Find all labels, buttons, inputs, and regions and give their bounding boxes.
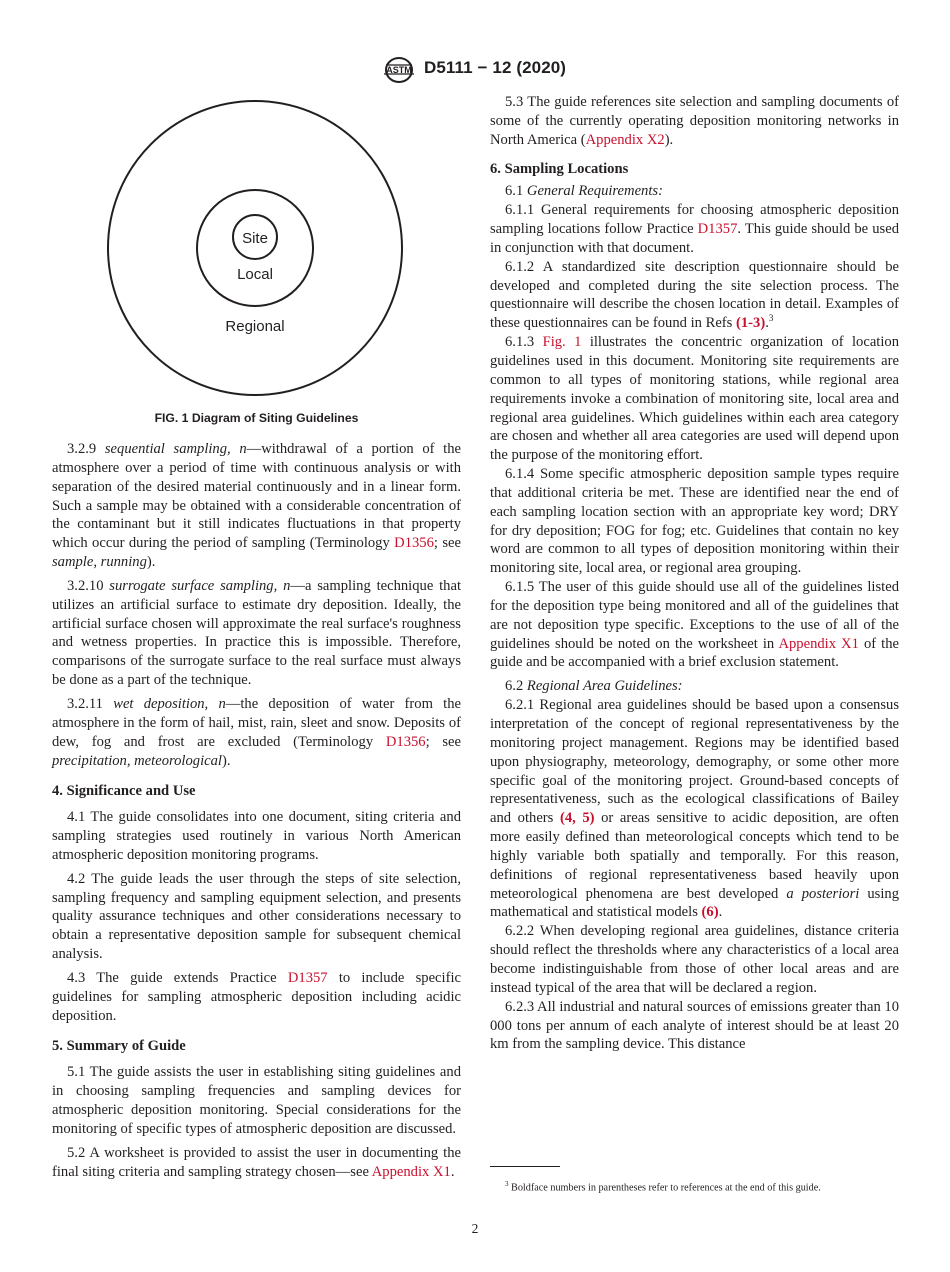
link-appendix-x1[interactable]: Appendix X1	[371, 1163, 451, 1180]
site-label: Site	[242, 230, 268, 247]
astm-logo-icon	[381, 56, 417, 84]
paragraph-6-1: 6.1 General Requirements:	[505, 183, 663, 200]
regional-label: Regional	[225, 318, 285, 335]
heading-6: 6. Sampling Locations	[490, 160, 629, 177]
link-d1356[interactable]: D1356	[394, 535, 434, 552]
heading-4: 4. Significance and Use	[52, 783, 196, 800]
paragraph-6-2-1: 6.2.1 Regional area guidelines should be based upon a consensus interpretation of the concept of regional representativeness by the monitoring project management. Regions may be identified based upon physiography, meteorology, demography, or some other more specific goal of the monitoring project. Ground-based concepts of representativeness, such as the ecological classifications of Bailey and others (4, 5) or areas sensitive to acidic deposition, are often more easily defined than meteorological concepts which tend to be highly variable both spatially and temporally. For this reason, definitions of regional representativeness based heavily upon meteorological phenomena are best developed a posteriori using mathematical and statistical models (6).	[490, 697, 899, 921]
ref-link[interactable]: 5	[582, 810, 590, 827]
paragraph-6-1-4: 6.1.4 Some specific atmospheric deposition sample types require that additional criteria be met. These are identified near the end of each sampling location section with an appropriate key word; DRY for dry deposition; FOG for fog; etc. Guidelines that contain no key word are common to all types of deposition monitoring within their monitoring site, local area, or regional area grouping.	[490, 466, 899, 577]
link-appendix-x1[interactable]: Appendix X1	[778, 635, 859, 652]
paragraph-3-2-9: 3.2.9 sequential sampling, n—withdrawal of a portion of the atmosphere over a period of time with continuous analysis or with separation of the desired material continuously and in a linear form. Such a sample may be obtained with a considerable concentration of the contaminant but it still indicates fluctuations in that property which occur during the period of sampling (Terminology D1356; see sample, running).	[52, 441, 461, 571]
page-header	[0, 56, 950, 86]
paragraph-4-1: 4.1 The guide consolidates into one document, siting criteria and sampling strategies used routinely in various North American atmospheric deposition monitoring programs.	[52, 809, 461, 863]
paragraph-3-2-11: 3.2.11 wet deposition, n—the deposition of water from the atmosphere in the form of hail, mist, rain, sleet and snow. Deposits of dew, fog and frost are excluded (Terminology D1356; see precipitation, meteorological).	[52, 695, 462, 769]
paragraph-6-2-2: 6.2.2 When developing regional area guidelines, distance criteria should reflect the thresholds where any characteristics of a local area become indistinguishable from those of other local areas and are instead typical of the area that will be declared a region.	[490, 923, 899, 996]
local-circle	[197, 190, 313, 306]
heading-5: 5. Summary of Guide	[52, 1038, 186, 1055]
link-d1357[interactable]: D1357	[697, 221, 738, 238]
paragraph-6-1-2: 6.1.2 A standardized site description questionnaire should be developed and completed during the site selection process. The questionnaire will describe the chosen location in detail. Examples of these questionnaires can be found in Refs (1-3).$^3$	[490, 258, 899, 332]
left-column	[52, 98, 461, 1186]
term: sequential sampling, n	[104, 441, 247, 457]
ref-link[interactable]: (6)	[701, 904, 719, 921]
link-d1356[interactable]: D1356	[385, 733, 426, 750]
footnote-divider	[490, 1166, 560, 1167]
paragraph-4-3: 4.3 The guide extends Practice D1357 to include specific guidelines for sampling atmospheric deposition including acidic deposition.	[52, 969, 461, 1024]
right-column	[490, 93, 899, 1054]
paragraph-6-1-3: 6.1.3 Fig. 1 illustrates the concentric organization of location guidelines used in this document. Monitoring site requirements are common to all types of monitoring stations, while regional area requirements invoke a combination of monitoring site, local area and regional area guidelines. Which guidelines within each area category are chosen and whether all area categories are used will depend upon the purpose of the monitoring effort.	[490, 334, 900, 464]
link-appendix-x2[interactable]: Appendix X2	[585, 131, 665, 148]
paragraph-3-2-10: 3.2.10 surrogate surface sampling, n—a sampling technique that utilizes an artificial surface to estimate dry deposition. Ideally, the artificial surface chosen will approximate the real surface's roughness and wetness properties. In practice this is impossible. Therefore, comparisons of the surrogate surface to the real surface must always be done as a part of the technique.	[52, 577, 461, 689]
siting-diagram-svg	[52, 98, 461, 410]
page-number: 2	[471, 1221, 479, 1236]
ref-link[interactable]: (1-3)	[736, 315, 766, 332]
term: surrogate surface sampling, n	[109, 577, 291, 594]
ref-link[interactable]: 4	[564, 810, 573, 827]
link-d1357[interactable]: D1357	[287, 969, 328, 986]
paragraph-6-1-1: 6.1.1 General requirements for choosing atmospheric deposition sampling locations follow Practice D1357. This guide should be used in conjunction with that document.	[490, 202, 899, 256]
term: wet deposition, n	[113, 695, 226, 712]
document-id: D5111 − 12 (2020)	[424, 58, 567, 77]
paragraph-5-1: 5.1 The guide assists the user in establishing siting guidelines and in choosing sampling frequencies and sampling devices for atmospheric deposition monitoring. Special considerations for the monitoring of specific types of atmospheric deposition are discussed.	[52, 1064, 461, 1137]
paragraph-5-2: 5.2 A worksheet is provided to assist the user in documenting the final siting criteria and sampling strategy chosen—see Appendix X1.	[52, 1144, 461, 1180]
paragraph-6-2: 6.2 Regional Area Guidelines:	[505, 678, 683, 695]
local-label: Local	[237, 266, 273, 283]
footnote: $^3$ Boldface numbers in parentheses refer to references at the end of this guide.	[505, 1180, 821, 1194]
footnote-mark: 3	[768, 313, 774, 324]
siting-diagram	[52, 98, 461, 410]
paragraph-5-3: 5.3 The guide references site selection and sampling documents of some of the currently operating deposition monitoring networks in North America (Appendix X2).	[490, 94, 899, 148]
paragraph-4-2: 4.2 The guide leads the user through the steps of site selection, sampling frequency and sampling equipment selection, and presents quality assurance techniques and other considerations necessary to obtain a representative deposition sample for subsequent chemical analysis.	[52, 870, 461, 963]
regional-circle	[108, 101, 402, 395]
figure-caption: FIG. 1 Diagram of Siting Guidelines	[154, 411, 359, 425]
astm-logo-text: ASTM	[386, 65, 412, 75]
paragraph-6-2-3: 6.2.3 All industrial and natural sources of emissions greater than 10 000 tons per annum of each analyte of interest should be at least 20 km from the sampling device. This distance	[490, 998, 899, 1053]
paragraph-6-1-5: 6.1.5 The user of this guide should use all of the guidelines listed for the deposition type being monitored and all of the guidelines that are not deposition type specific. Exceptions to the use of all of the guidelines should be noted on the worksheet in Appendix X1 of the guide and be accompanied with a brief exclusion statement.	[490, 579, 899, 671]
link-fig-1[interactable]: Fig. 1	[542, 334, 582, 351]
